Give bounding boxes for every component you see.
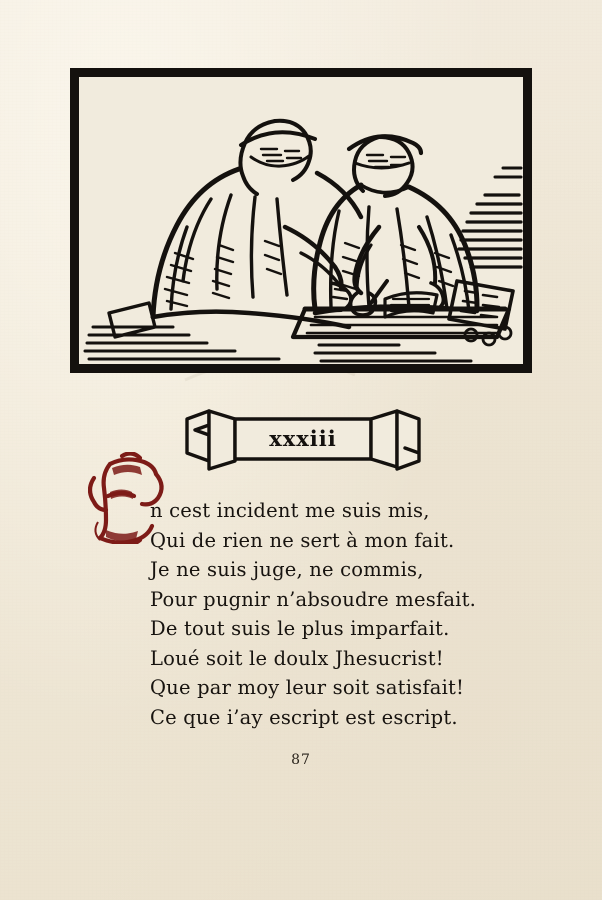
chapter-banner	[183, 405, 423, 473]
woodcut-illustration	[70, 68, 532, 373]
poem-line: Que par moy leur soit satisfait!	[150, 676, 465, 699]
chapter-number: xxxiii	[269, 426, 337, 451]
poem-line: n cest incident me suis mis,	[150, 499, 430, 522]
page-number: 87	[291, 752, 311, 768]
poem-line: De tout suis le plus imparfait.	[150, 617, 450, 640]
poem-line: Ce que i’ay escript est escript.	[150, 705, 458, 729]
poem-line: Je ne suis juge, ne commis,	[150, 558, 424, 581]
poem-line: Pour pugnir n’absoudre mesfait.	[150, 587, 477, 611]
poem-line: Qui de rien ne sert à mon fait.	[150, 528, 455, 552]
poem-line: Loué soit le doulx Jhesucrist!	[150, 646, 444, 670]
poem-stanza	[150, 496, 550, 732]
